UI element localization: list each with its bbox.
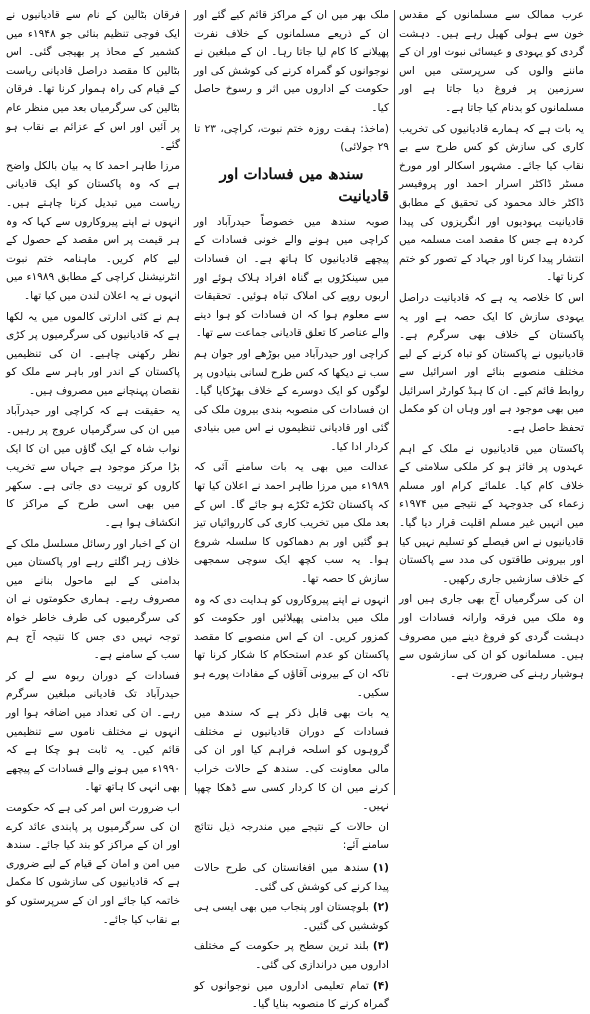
column-middle <box>194 6 389 1011</box>
paragraph: فرقان بٹالین کے نام سے قادیانیوں نے ایک فوجی تنظیم بنائی جو ۱۹۴۸ء میں کشمیر کے محاذ پر بھیجی گئی۔ اس بٹالین کا مقصد دراصل قادیانی ریاست کے قیام کی راہ ہموار کرنا تھا۔ فرقان بٹالین کی سرگرمیاں بعد میں منظر عام پر آئیں اور اس کے عزائم بے نقاب ہو گئے۔ <box>6 9 180 152</box>
list-item <box>194 937 389 974</box>
column-divider <box>394 10 395 795</box>
column-left <box>6 6 180 926</box>
list-text: سندھ میں افغانستان کی طرح حالات پیدا کرنے کی کوشش کی گئی۔ <box>194 861 389 893</box>
paragraph: ہم نے کئی ادارتی کالموں میں یہ لکھا ہے کہ قادیانیوں کی سرگرمیوں پر کڑی نظر رکھنی چاہیے۔ ان کی تنظیمیں پاکستان کے اندر اور باہر سے ملک کو نقصان پہنچانے میں مصروف ہیں۔ <box>6 310 180 397</box>
paragraph: عدالت میں بھی یہ بات سامنے آئی کہ ۱۹۸۹ء میں مرزا طاہر احمد نے اعلان کیا تھا کہ پاکستان ٹکڑے ٹکڑے ہو جائے گا۔ اس کے بعد ملک میں تخریب کاری کی کارروائیاں تیز ہو گئیں اور بم دھماکوں کا سلسلہ شروع ہوا۔ یہ سب کچھ ایک سوچی سمجھی سازش کا حصہ تھا۔ <box>194 461 389 586</box>
paragraph: اس کا خلاصہ یہ ہے کہ قادیانیت دراصل یہودی سازش کا ایک حصہ ہے اور یہ پاکستان کے خلاف بھی سرگرم ہے۔ قادیانیوں نے پاکستان کو تباہ کرنے کے لیے مختلف منصوبے بنائے اور اسرائیل سے روابط قائم کیے۔ ان کا ہیڈ کوارٹر اسرائیل میں بھی موجود ہے اور وہاں ان کو مکمل تحفظ حاصل ہے۔ <box>399 291 584 435</box>
paragraph: یہ حقیقت ہے کہ کراچی اور حیدرآباد میں ان کی سرگرمیاں عروج پر رہیں۔ نواب شاہ کے ایک گاؤں میں ان کا ایک بڑا مرکز موجود ہے جہاں سے تخریب کاروں کو تربیت دی جاتی ہے۔ سکھر میں بھی اسی طرح کے مراکز کا انکشاف ہوا ہے۔ <box>6 405 180 530</box>
paragraph: کراچی اور حیدرآباد میں بوڑھے اور جوان ہم سب نے دیکھا کہ کس طرح لسانی بنیادوں پر لوگوں کو ایک دوسرے کے خلاف بھڑکایا گیا۔ ان فسادات کی منصوبہ بندی بیرون ملک کی گئی اور قادیانی تنظیموں نے اس میں بنیادی کردار ادا کیا۔ <box>194 347 389 453</box>
numbered-list <box>194 859 389 1014</box>
paragraph: عرب ممالک سے مسلمانوں کے مقدس خون سے ہولی کھیل رہے ہیں۔ دہشت گردی کو یہودی و عیسائی نبوت اور ان کے ماننے والوں کی سرپرستی میں اس سرزمین پر فروغ دیا جاتا ہے اور مسلمانوں کو بدنام کیا جاتا ہے۔ <box>399 9 584 114</box>
paragraph: صوبہ سندھ میں خصوصاً حیدرآباد اور کراچی میں ہونے والے خونی فسادات کے پیچھے قادیانیوں کا ہاتھ ہے۔ ان فسادات میں سینکڑوں بے گناہ افراد ہلاک ہوئے اور اربوں روپے کی املاک تباہ ہوئیں۔ تحقیقات سے معلوم ہوا کہ ان فسادات کو ہوا دینے والے عناصر کا تعلق قادیانی جماعت سے تھا۔ <box>194 215 389 340</box>
list-number: (۴) <box>372 979 389 992</box>
list-text: تمام تعلیمی اداروں میں نوجوانوں کو گمراہ کرنے کا منصوبہ بنایا گیا۔ <box>194 979 389 1011</box>
source-note: (ماخذ: ہفت روزہ ختم نبوت، کراچی، ۲۳ تا ۲۹ جولائی) <box>194 122 389 154</box>
column-divider <box>185 10 186 795</box>
list-number: (۳) <box>372 940 389 953</box>
paragraph: ان کے اخبار اور رسائل مسلسل ملک کے خلاف زہر اگلتے رہے اور پاکستان میں بدامنی کے لیے ماحول بنانے میں مصروف رہے۔ ہماری حکومتوں نے ان کی سرگرمیوں کی طرف خاطر خواہ توجہ نہیں دی جس کا نتیجہ آج ہم سب کے سامنے ہے۔ <box>6 537 180 662</box>
paragraph: فسادات کے دوران ربوہ سے لے کر حیدرآباد تک قادیانی مبلغین سرگرم رہے۔ ان کی تعداد میں اضافہ ہوا اور انہوں نے مختلف ناموں سے تنظیمیں قائم کیں۔ یہ ثابت ہو چکا ہے کہ ۱۹۹۰ء میں ہونے والے فسادات کے پیچھے بھی انہی کا ہاتھ تھا۔ <box>6 669 180 794</box>
list-text: بلند ترین سطح پر حکومت کے مختلف اداروں میں دراندازی کی گئی۔ <box>194 940 389 971</box>
paragraph: مرزا طاہر احمد کا یہ بیان بالکل واضح ہے کہ وہ پاکستان کو ایک قادیانی ریاست میں تبدیل کرنا چاہتے ہیں۔ انہوں نے اپنے پیروکاروں سے کہا کہ وہ ہر قیمت پر اس مقصد کے حصول کے لیے کام کریں۔ ماہنامہ ختم نبوت انٹرنیشنل کراچی کے مطابق ۱۹۸۹ء میں انہوں نے یہ اعلان لندن میں کیا تھا۔ <box>6 159 180 302</box>
list-item <box>194 859 389 896</box>
paragraph: پاکستان میں قادیانیوں نے ملک کے اہم عہدوں پر فائز ہو کر ملکی سلامتی کے خلاف کام کیا۔ علمائے کرام اور مسلم زعماء کی جدوجہد کے نتیجے میں ۱۹۷۴ء میں انہیں غیر مسلم اقلیت قرار دیا گیا۔ قادیانیوں نے اس فیصلے کو تسلیم نہیں کیا اور بیرونی طاقتوں کی مدد سے پاکستان کے خلاف سازشیں جاری رکھیں۔ <box>399 442 584 585</box>
list-number: (۲) <box>372 901 389 914</box>
paragraph: انہوں نے اپنے پیروکاروں کو ہدایت دی کہ وہ ملک میں بدامنی پھیلائیں اور حکومت کو کمزور کریں۔ ان کے اس منصوبے کا مقصد پاکستان کو عدم استحکام کا شکار کرنا تھا تاکہ ان کے بیرونی آقاؤں کے مفادات پورے ہو سکیں۔ <box>194 593 389 699</box>
list-intro: ان حالات کے نتیجے میں مندرجہ ذیل نتائج سامنے آئے: <box>194 820 389 852</box>
list-item <box>194 977 389 1014</box>
list-item <box>194 898 389 935</box>
paragraph: یہ بات ہے کہ ہمارے قادیانیوں کی تخریب کاری کی سازش کو کس طرح سے بے نقاب کیا جائے۔ مشہور اسکالر اور مورخ مسٹر ڈاکٹر اسرار احمد اور پروفیسر ڈاکٹر خالد محمود کی تحقیق کے مطابق قادیانیت یہودیوں اور انگریزوں کی پیدا کردہ ہے جس کا مقصد امت مسلمہ میں انتشار پیدا کرنا اور جہاد کے تصور کو ختم کرنا تھا۔ <box>399 122 584 284</box>
paragraph: ان کی سرگرمیاں آج بھی جاری ہیں اور وہ ملک میں فرقہ وارانہ فسادات اور دہشت گردی کو فروغ دینے میں مصروف ہیں۔ مسلمانوں کو ان کی سازشوں سے ہوشیار رہنے کی ضرورت ہے۔ <box>399 593 584 680</box>
paragraph: اب ضرورت اس امر کی ہے کہ حکومت ان کی سرگرمیوں پر پابندی عائد کرے اور ان کے مراکز کو بند کیا جائے۔ سندھ میں امن و امان کے قیام کے لیے ضروری ہے کہ قادیانیوں کی سازشوں کا مکمل خاتمہ کیا جائے اور ان کے سرپرستوں کو بے نقاب کیا جائے۔ <box>6 801 180 926</box>
section-heading: سندھ میں فسادات اور قادیانیت <box>219 164 389 205</box>
paragraph: یہ بات بھی قابل ذکر ہے کہ سندھ میں فسادات کے دوران قادیانیوں نے مختلف گروہوں کو اسلحہ فراہم کیا اور ان کی مالی معاونت کی۔ سندھ کے حالات خراب کرنے میں ان کا کردار کسی سے ڈھکا چھپا نہیں۔ <box>194 707 389 813</box>
list-number: (۱) <box>372 861 389 874</box>
paragraph: ملک بھر میں ان کے مراکز قائم کیے گئے اور ان کے ذریعے مسلمانوں کے خلاف نفرت پھیلانے کا کام لیا جاتا رہا۔ ان کے مبلغین نے نوجوانوں کو گمراہ کرنے کی کوشش کی اور حکومت کے اداروں میں اثر و رسوخ حاصل کیا۔ <box>194 9 389 114</box>
column-right <box>399 6 584 799</box>
list-text: بلوچستان اور پنجاب میں بھی ایسی ہی کوششیں کی گئیں۔ <box>194 901 389 932</box>
